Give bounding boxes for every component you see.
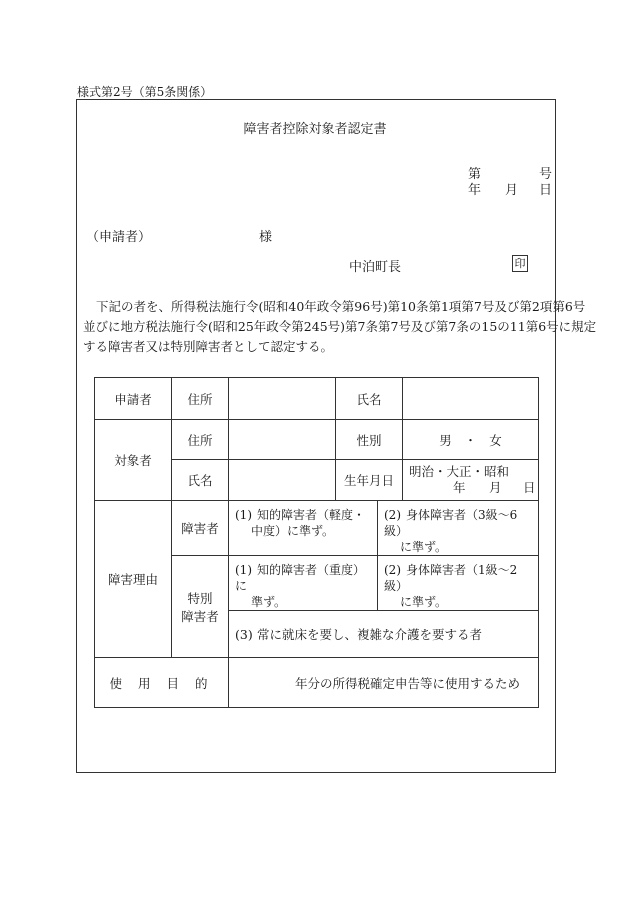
birth-year: 年 [453,480,466,495]
option-number: (2) [384,508,401,522]
applicant-name-label: 氏名 [336,378,403,420]
subject-name-label: 氏名 [172,460,229,501]
body-line-3: する障害者又は特別障害者として認定する。 [83,339,334,354]
seal-mark: 印 [512,255,528,272]
body-line-2: 並びに地方税法施行令(昭和25年政令第245号)第7条第7号及び第7条の15の11第6号に規定 [83,319,597,334]
purpose-header-text: 使 用 目 的 [109,675,214,691]
document-title: 障害者控除対象者認定書 [243,122,387,137]
body-line-1: 下記の者を、所得税法施行令(昭和40年政令第96号)第10条第1項第7号及び第2項第6号 [96,299,586,314]
date-day: 日 [539,183,553,198]
applicant-honorific: 様 [259,230,273,245]
option-text: 知的障害者（重度）に [235,563,366,593]
special-disabled-label [172,556,229,658]
option-number: (3) [235,627,253,642]
sex-label: 性別 [336,420,403,460]
purpose-statement: 年分の所得税確定申告等に使用するため [295,675,521,691]
option-text: 準ず。 [251,595,287,609]
applicant-name-field[interactable] [403,378,539,420]
special-option-2[interactable] [378,556,539,611]
option-text: に準ず。 [400,595,448,609]
option-text: 中度）に準ず。 [251,524,335,538]
subject-header: 対象者 [95,420,172,501]
option-text: 身体障害者（3級～6級） [384,508,518,538]
issuer-name: 中泊町長 [349,260,402,275]
applicant-header: 申請者 [95,378,172,420]
era-options: 明治・大正・昭和 [409,464,510,479]
option-text: 知的障害者（軽度・ [257,508,366,522]
disabled-option-2[interactable] [378,501,539,556]
date-month: 月 [505,183,519,198]
date-year: 年 [468,183,482,198]
sex-options[interactable]: 男 ・ 女 [403,420,539,460]
purpose-header [95,658,229,708]
applicant-address-field[interactable] [229,378,336,420]
applicant-label: （申請者） [86,230,152,245]
birthdate-label: 生年月日 [336,460,403,501]
option-number: (1) [235,563,252,577]
subject-address-label: 住所 [172,420,229,460]
special-label-line: 障害者 [181,608,219,624]
birth-month: 月 [489,480,502,495]
purpose-text [229,658,539,708]
certification-text [83,297,597,357]
number-go: 号 [539,167,553,182]
number-dai: 第 [468,167,482,182]
certification-table [94,377,539,708]
option-text: 常に就床を要し、複雑な介護を要する者 [257,627,483,642]
option-number: (2) [384,563,401,577]
applicant-address-label: 住所 [172,378,229,420]
option-text: 身体障害者（1級～2級） [384,563,518,593]
disabled-option-1[interactable] [229,501,378,556]
reason-header: 障害理由 [95,501,172,658]
disabled-label: 障害者 [172,501,229,556]
subject-address-field[interactable] [229,420,336,460]
special-option-1[interactable] [229,556,378,611]
form-number-label: 様式第2号（第5条関係） [77,85,213,99]
birthdate-field[interactable] [403,460,539,501]
subject-name-field[interactable] [229,460,336,501]
special-label-line: 特別 [187,590,213,606]
special-option-3[interactable] [229,611,539,658]
option-number: (1) [235,508,252,522]
option-text: に準ず。 [400,540,448,554]
birth-day: 日 [523,480,536,495]
